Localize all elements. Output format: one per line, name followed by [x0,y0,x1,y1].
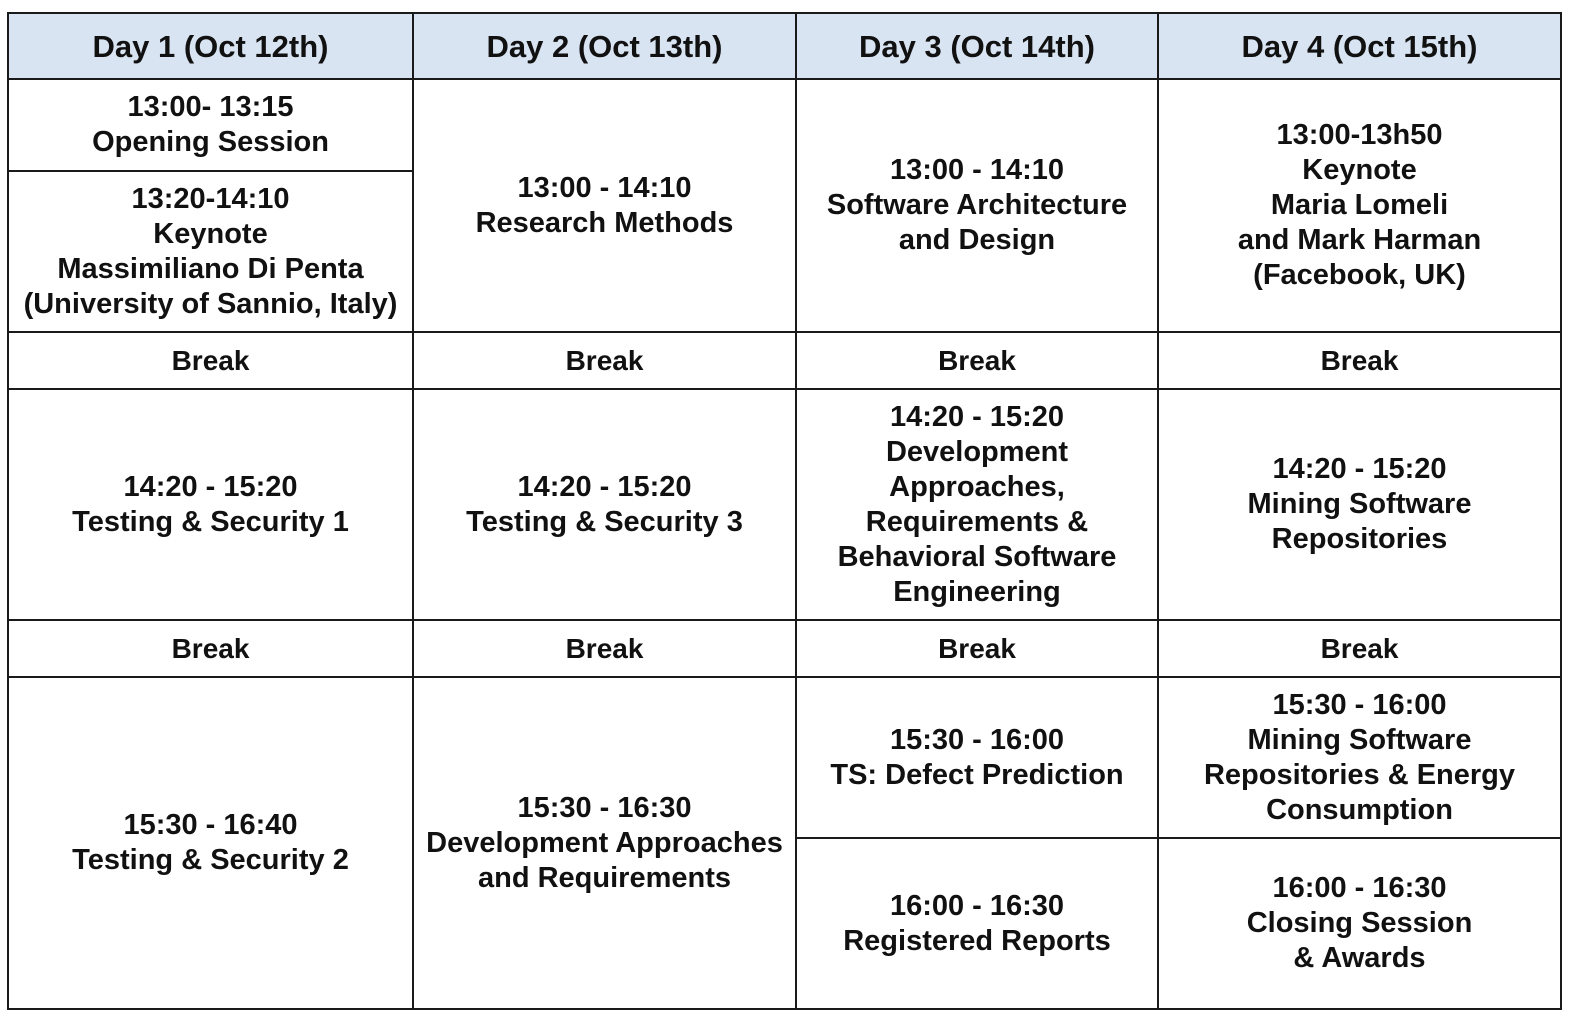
session-title: Consumption [1266,793,1453,826]
session-title: Closing Session [1246,907,1473,939]
break-cell: Break [8,332,413,389]
session-title: Testing & Security 2 [72,844,349,876]
break-cell: Break [8,620,413,677]
break-cell: Break [413,332,796,389]
speaker-name: and Mark Harman [1237,224,1482,256]
session-title: Requirements & [865,505,1089,538]
day4-keynote [1158,79,1561,332]
day2-session-1 [413,79,796,332]
session-title: & Awards [1293,942,1426,974]
day4-session-3 [1158,677,1561,838]
break-cell: Break [1158,620,1561,677]
session-title: Development Approaches [426,826,783,859]
session-title: Registered Reports [843,924,1111,957]
speaker-affiliation: (Facebook, UK) [1253,259,1466,291]
session-title: Development [885,435,1069,468]
session-title: Keynote [153,217,268,250]
break-cell: Break [1158,332,1561,389]
session-title: Keynote [1302,154,1417,186]
session-time: 14:20 - 15:20 [123,470,298,503]
session-title: Approaches, [889,470,1065,503]
session-time: 14:20 - 15:20 [1272,453,1447,485]
session-title: Repositories [1271,523,1448,555]
session-time: 13:00- 13:15 [127,91,294,123]
session-title: Behavioral Software [837,540,1117,573]
speaker-affiliation: (University of Sannio, Italy) [23,287,398,320]
day1-keynote [8,171,413,332]
session-title: Testing & Security 3 [466,505,743,538]
session-title: TS: Defect Prediction [830,758,1124,791]
session-time: 15:30 - 16:40 [123,809,298,841]
day1-session-2 [8,389,413,620]
day2-session-2 [413,389,796,620]
day3-session-1 [796,79,1158,332]
session-time: 13:20-14:10 [131,182,290,215]
session-title: Mining Software [1247,723,1472,756]
session-time: 15:30 - 16:00 [1272,688,1447,721]
session-time: 13:00-13h50 [1276,119,1443,151]
day1-opening-session [8,79,413,171]
session-time: 15:30 - 16:00 [889,723,1065,756]
session-title: and Design [898,224,1056,256]
session-title: Engineering [893,575,1061,608]
day3-session-4 [796,838,1158,1009]
break-row [8,332,1561,389]
speaker-name: Maria Lomeli [1270,189,1449,221]
break-cell: Break [413,620,796,677]
session-time: 15:30 - 16:30 [517,791,692,824]
session-title: Testing & Security 1 [72,505,349,538]
schedule-table [7,12,1562,1010]
break-cell: Break [796,620,1158,677]
session-title: Software Architecture [826,189,1128,221]
session-title: Repositories & Energy [1203,758,1516,791]
session-time: 16:00 - 16:30 [889,889,1065,922]
header-day2: Day 2 (Oct 13th) [413,13,796,79]
session-time: 16:00 - 16:30 [1272,872,1447,904]
session-time: 14:20 - 15:20 [889,400,1065,433]
header-day1: Day 1 (Oct 12th) [8,13,413,79]
day3-session-3 [796,677,1158,838]
header-day4: Day 4 (Oct 15th) [1158,13,1561,79]
header-day3: Day 3 (Oct 14th) [796,13,1158,79]
break-row [8,620,1561,677]
day2-session-3 [413,677,796,1009]
speaker-name: Massimiliano Di Penta [57,252,364,285]
session-title: Research Methods [475,206,734,239]
session-title: Mining Software [1247,488,1472,520]
session-time: 13:00 - 14:10 [517,171,692,204]
session-time: 13:00 - 14:10 [889,154,1065,186]
session-title: and Requirements [478,861,731,894]
session-title: Opening Session [92,126,329,158]
break-cell: Break [796,332,1158,389]
day3-session-2 [796,389,1158,620]
day1-session-3 [8,677,413,1009]
session-time: 14:20 - 15:20 [517,470,692,503]
header-row [8,13,1561,79]
day4-session-4 [1158,838,1561,1009]
day4-session-2 [1158,389,1561,620]
